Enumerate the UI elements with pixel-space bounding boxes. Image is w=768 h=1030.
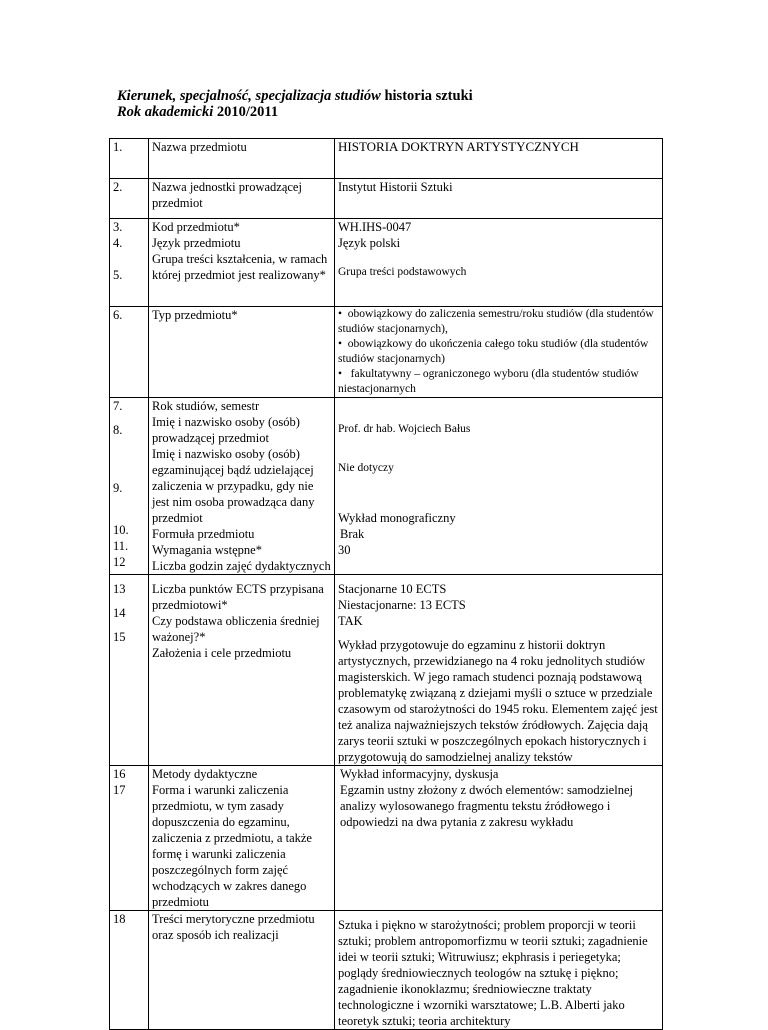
- course-type-option: • fakultatywny – ograniczonego wyboru (dla studentów studiów niestacjonarnych: [338, 368, 639, 395]
- row-label: Liczba godzin zajęć dydaktycznych: [152, 559, 331, 573]
- row-number: 16: [113, 767, 126, 781]
- row-label: Założenia i cele przedmiotu: [152, 646, 292, 660]
- table-row: [110, 179, 663, 219]
- row-value: Egzamin ustny złożony z dwóch elementów: samodzielnej analizy wylosowanego fragmentu tekstu źródłowego i odpowiedzi na dwa pytania z zakresu wykładu: [340, 783, 633, 829]
- row-label: Kod przedmiotu*: [152, 220, 240, 234]
- row-value: Instytut Historii Sztuki: [335, 179, 663, 219]
- row-value: 30: [338, 543, 351, 557]
- table-row: [110, 219, 663, 307]
- row-value: Wykład informacyjny, dyskusja: [340, 767, 499, 781]
- table-row: [110, 911, 663, 1030]
- row-labels-group: [149, 766, 335, 911]
- row-label: Nazwa jednostki prowadzącej przedmiot: [149, 179, 335, 219]
- row-label: Treści merytoryczne przedmiotu oraz sposób ich realizacji: [149, 911, 335, 1030]
- row-value: Wykład monograficzny: [338, 511, 456, 525]
- heading-field-value: historia sztuki: [384, 88, 473, 104]
- row-label: Metody dydaktyczne: [152, 767, 258, 781]
- course-syllabus-table: [109, 138, 663, 1030]
- row-number: 11.: [113, 539, 129, 553]
- heading-field-of-study: [117, 88, 473, 105]
- row-labels-group: [149, 398, 335, 575]
- row-label: Imię i nazwisko osoby (osób) prowadzącej przedmiot: [152, 415, 300, 445]
- row-number: 1.: [110, 139, 149, 179]
- row-label: Liczba punktów ECTS przypisana przedmiotowi*: [152, 582, 324, 612]
- row-number: 12: [113, 555, 126, 569]
- row-values-group: [335, 575, 663, 766]
- table-row: [110, 398, 663, 575]
- row-number: 6.: [110, 307, 149, 398]
- course-type-list: [335, 307, 663, 398]
- table-row: [110, 575, 663, 766]
- heading-year-label: Rok akademicki: [117, 104, 214, 120]
- course-type-text: obowiązkowy do zaliczenia semestru/roku studiów (dla studentów studiów stacjonarnych),: [338, 308, 654, 335]
- row-values-group: [335, 219, 663, 307]
- heading-year-value: 2010/2011: [216, 104, 279, 120]
- course-type-text: obowiązkowy do ukończenia całego toku studiów (dla studentów studiów stacjonarnych): [338, 338, 649, 365]
- row-value: Niestacjonarne: 13 ECTS: [338, 598, 466, 612]
- row-number: 10.: [113, 523, 129, 537]
- row-number: 3.: [113, 220, 123, 234]
- row-value: Brak: [340, 527, 365, 541]
- row-number: 13: [113, 582, 126, 596]
- row-value: WH.IHS-0047: [338, 220, 412, 234]
- heading-academic-year: [117, 104, 278, 121]
- row-label: Grupa treści kształcenia, w ramach której przedmiot jest realizowany*: [152, 252, 328, 282]
- row-values-group: [335, 398, 663, 575]
- course-type-option: • obowiązkowy do zaliczenia semestru/roku studiów (dla studentów studiów stacjonarnych),: [338, 308, 654, 335]
- row-number: 8.: [113, 423, 123, 437]
- table-row: [110, 766, 663, 911]
- row-value: HISTORIA DOKTRYN ARTYSTYCZNYCH: [335, 139, 663, 179]
- row-value: TAK: [338, 614, 363, 628]
- heading-field-label: Kierunek, specjalność, specjalizacja studiów: [117, 88, 381, 104]
- row-label: Typ przedmiotu*: [149, 307, 335, 398]
- row-label: Rok studiów, semestr: [152, 399, 260, 413]
- row-labels-group: [149, 219, 335, 307]
- row-value: Prof. dr hab. Wojciech Bałus: [338, 423, 471, 435]
- table-row: [110, 307, 663, 398]
- row-values-group: [335, 766, 663, 911]
- course-type-text: fakultatywny – ograniczonego wyboru (dla studentów studiów niestacjonarnych: [338, 368, 639, 395]
- row-numbers-group: [110, 575, 149, 766]
- row-label: Czy podstawa obliczenia średniej ważonej?*: [152, 614, 320, 644]
- row-label: Wymagania wstępne*: [152, 543, 262, 557]
- row-label: Język przedmiotu: [152, 236, 241, 250]
- row-value: Stacjonarne 10 ECTS: [338, 582, 447, 596]
- row-label: Formuła przedmiotu: [152, 527, 255, 541]
- row-number: 5.: [113, 268, 123, 282]
- row-label: Nazwa przedmiotu: [149, 139, 335, 179]
- course-type-option: • obowiązkowy do ukończenia całego toku studiów (dla studentów studiów stacjonarnych): [338, 338, 649, 365]
- row-value: Język polski: [338, 236, 401, 250]
- row-number: 18: [110, 911, 149, 1030]
- row-numbers-group: [110, 766, 149, 911]
- row-number: 9.: [113, 481, 123, 495]
- row-value: Grupa treści podstawowych: [338, 266, 467, 278]
- row-numbers-group: [110, 398, 149, 575]
- row-number: 17: [113, 783, 126, 797]
- row-numbers-group: [110, 219, 149, 307]
- row-label: Imię i nazwisko osoby (osób) egzaminującej bądź udzielającej zaliczenia w przypadku, gdy nie jest nim osoba prowadząca dany przedmiot: [152, 447, 315, 525]
- row-number: 2.: [110, 179, 149, 219]
- row-number: 7.: [113, 399, 123, 413]
- row-number: 4.: [113, 236, 123, 250]
- row-number: 15: [113, 630, 126, 644]
- row-number: 14: [113, 606, 126, 620]
- row-value: Sztuka i piękno w starożytności; problem proporcji w teorii sztuki; problem antropomorfizmu w teorii sztuki; zagadnienie idei w teorii sztuki; Witruwiusz; ekphrasis i periegetyka; poglądy średniowiecznych teologów na sztukę i piękno; zagadnienie ikonoklazmu; średniowieczne traktaty technologiczne i wzorniki warsztatowe; L.B. Alberti jako teoretyk sztuki; teoria architektury: [335, 911, 663, 1030]
- row-value: Wykład przygotowuje do egzaminu z historii doktryn artystycznych, przewidzianego na 4 roku jednolitych studiów magisterskich. W jego ramach studenci poznają podstawową problematykę związaną z dziejami myśli o sztuce w przedziale czasowym od starożytności do 1945 roku. Elementem zajęć jest też analiza najważniejszych tekstów źródłowych. Zajęcia dają zarys teorii sztuki w poszczególnych epokach historycznych i przygotowują do samodzielnej analizy tekstów: [338, 638, 658, 764]
- table-row: [110, 139, 663, 179]
- row-value: Nie dotyczy: [338, 462, 394, 474]
- row-label: Forma i warunki zaliczenia przedmiotu, w tym zasady dopuszczenia do egzaminu, zaliczenia z przedmiotu, a także formę i warunki zaliczenia poszczególnych form zajęć wchodzących w zakres danego przedmiotu: [152, 783, 312, 909]
- row-labels-group: [149, 575, 335, 766]
